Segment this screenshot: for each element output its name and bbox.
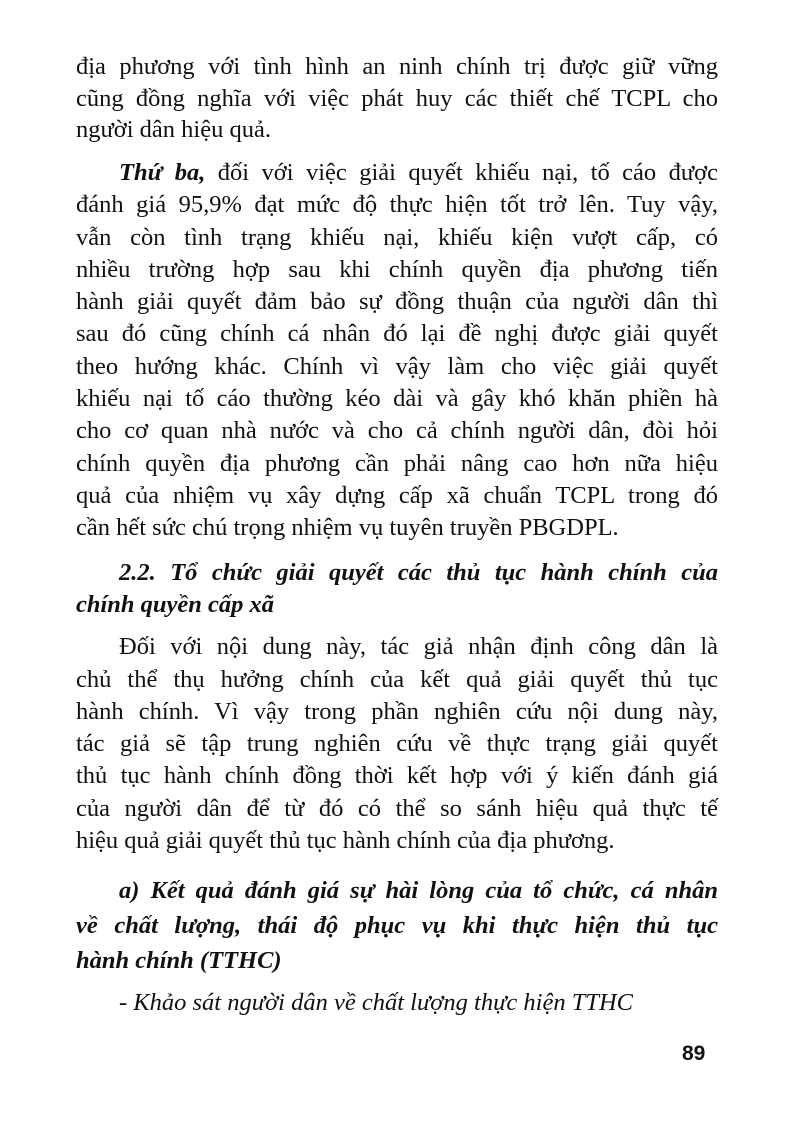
line-text: chính quyền địa phương cần phải nâng cao hơn nữa hiệu — [76, 450, 718, 477]
text-line — [76, 911, 718, 941]
text-line — [76, 84, 718, 114]
line-text: sau đó cũng chính cá nhân đó lại đề nghị được giải quyết — [76, 320, 718, 347]
text-line — [76, 449, 718, 479]
text-line — [76, 729, 718, 759]
text-line — [76, 590, 718, 620]
line-text: tác giả sẽ tập trung nghiên cứu về thực trạng giải quyết — [76, 730, 718, 757]
text-line — [76, 665, 718, 695]
line-text: về chất lượng, thái độ phục vụ khi thực hiện thủ tục — [76, 912, 718, 939]
line-text: chính quyền cấp xã — [76, 591, 275, 618]
text-line — [119, 558, 718, 588]
line-text: khiếu nại tố cáo thường kéo dài và gây khó khăn phiền hà — [76, 385, 718, 412]
text-line — [76, 826, 718, 856]
text-line — [119, 876, 718, 906]
text-line — [76, 319, 718, 349]
page-number: 89 — [682, 1042, 706, 1065]
text-line — [76, 697, 718, 727]
text-line — [76, 223, 718, 253]
text-line — [76, 52, 718, 82]
text-line — [76, 384, 718, 414]
text-line — [76, 513, 718, 543]
text-line — [76, 287, 718, 317]
line-text: theo hướng khác. Chính vì vậy làm cho việc giải quyết — [76, 353, 718, 380]
line-text: cũng đồng nghĩa với việc phát huy các thiết chế TCPL cho — [76, 85, 718, 112]
line-text: chủ thể thụ hưởng chính của kết quả giải quyết thủ tục — [76, 666, 718, 693]
line-text: đối với việc giải quyết khiếu nại, tố cáo được — [205, 159, 718, 186]
text-line — [76, 481, 718, 511]
line-text: đánh giá 95,9% đạt mức độ thực hiện tốt trở lên. Tuy vậy, — [76, 191, 718, 218]
line-text: thủ tục hành chính đồng thời kết hợp với ý kiến đánh giá — [76, 762, 718, 789]
text-line — [119, 158, 718, 188]
line-text: hiệu quả giải quyết thủ tục hành chính của địa phương. — [76, 827, 615, 854]
line-text: - Khảo sát người dân về chất lượng thực hiện TTHC — [119, 989, 634, 1016]
line-text: người dân hiệu quả. — [76, 116, 271, 143]
text-line — [76, 794, 718, 824]
line-text: nhiều trường hợp sau khi chính quyền địa phương tiến — [76, 256, 718, 283]
text-line — [76, 255, 718, 285]
line-text: vẫn còn tình trạng khiếu nại, khiếu kiện vượt cấp, có — [76, 224, 718, 251]
text-line — [76, 115, 718, 145]
line-text: hành chính. Vì vậy trong phần nghiên cứu nội dung này, — [76, 698, 718, 725]
line-text: a) Kết quả đánh giá sự hài lòng của tổ chức, cá nhân — [119, 877, 718, 904]
line-text: quả của nhiệm vụ xây dựng cấp xã chuẩn TCPL trong đó — [76, 482, 718, 509]
line-text: của người dân để từ đó có thể so sánh hiệu quả thực tế — [76, 795, 718, 822]
line-text: địa phương với tình hình an ninh chính trị được giữ vững — [76, 53, 718, 80]
line-text: Đối với nội dung này, tác giả nhận định công dân là — [119, 633, 718, 660]
line-text: 2.2. Tổ chức giải quyết các thủ tục hành chính của — [119, 559, 718, 586]
text-line — [119, 632, 718, 662]
text-line — [76, 352, 718, 382]
line-text: cần hết sức chú trọng nhiệm vụ tuyên truyền PBGDPL. — [76, 514, 619, 541]
text-line — [76, 761, 718, 791]
text-line — [76, 946, 718, 976]
text-line — [119, 988, 718, 1018]
line-text: hành giải quyết đảm bảo sự đồng thuận của người dân thì — [76, 288, 718, 315]
text-line — [76, 190, 718, 220]
text-line — [76, 416, 718, 446]
line-text: cho cơ quan nhà nước và cho cả chính người dân, đòi hỏi — [76, 417, 718, 444]
lead-phrase: Thứ ba, — [119, 159, 206, 186]
line-text: hành chính (TTHC) — [76, 947, 282, 974]
